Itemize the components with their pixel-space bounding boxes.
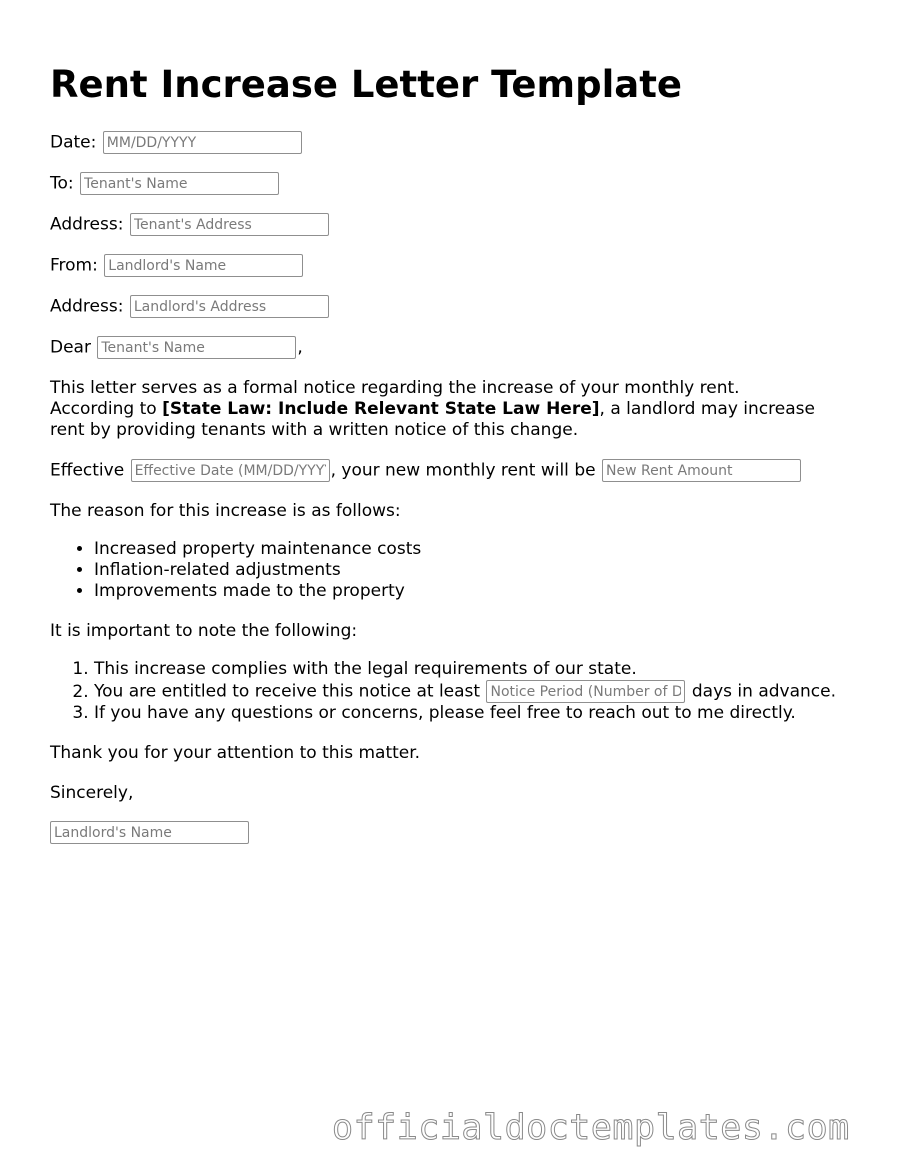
date-label: Date:: [50, 132, 97, 153]
landlord-address-label: Address:: [50, 296, 124, 317]
list-item: 3. If you have any questions or concerns, please feel free to reach out to me directly.: [94, 703, 836, 724]
list-item: • Improvements made to the property: [94, 581, 421, 602]
intro-paragraph: [50, 378, 870, 441]
tenant-address-label: Address:: [50, 214, 124, 235]
list-item: 1. This increase complies with the legal requirements of our state.: [94, 659, 836, 680]
signature-row: [50, 821, 250, 844]
date-row: [50, 131, 303, 154]
intro-line-2-suffix: , a landlord may increase: [599, 399, 815, 419]
landlord-name-input[interactable]: [104, 254, 303, 277]
effective-date-input[interactable]: [131, 459, 330, 482]
intro-line-2-prefix: According to: [50, 399, 163, 419]
notice-period-input[interactable]: [486, 680, 685, 703]
intro-line-3: rent by providing tenants with a written notice of this change.: [50, 420, 579, 440]
thanks-line: Thank you for your attention to this matter.: [50, 743, 421, 763]
landlord-address-input[interactable]: [130, 295, 329, 318]
tenant-address-input[interactable]: [130, 213, 329, 236]
effective-middle-text: , your new monthly rent will be: [330, 460, 596, 481]
salutation-tenant-input[interactable]: [97, 336, 296, 359]
signature-name-input[interactable]: [50, 821, 249, 844]
dear-label: Dear: [50, 337, 91, 358]
tenant-address-row: [50, 213, 330, 236]
tenant-name-input[interactable]: [80, 172, 279, 195]
reasons-list: [50, 539, 421, 602]
list-item: • Increased property maintenance costs: [94, 539, 421, 560]
salutation-row: [50, 336, 303, 359]
salutation-comma: ,: [297, 337, 303, 358]
effective-label: Effective: [50, 460, 125, 481]
notice-suffix: days in advance.: [691, 681, 836, 702]
to-label: To:: [50, 173, 74, 194]
reasons-intro: The reason for this increase is as follows:: [50, 501, 401, 521]
sincerely-line: Sincerely,: [50, 783, 134, 803]
notice-prefix: You are entitled to receive this notice at least: [94, 681, 481, 702]
to-row: [50, 172, 280, 195]
notes-list: [50, 659, 836, 724]
from-label: From:: [50, 255, 98, 276]
list-item: • Inflation-related adjustments: [94, 560, 421, 581]
page-title: Rent Increase Letter Template: [50, 63, 682, 106]
intro-line-1: This letter serves as a formal notice regarding the increase of your monthly rent.: [50, 378, 740, 398]
intro-line-2: [50, 399, 870, 420]
notes-intro: It is important to note the following:: [50, 621, 358, 641]
effective-row: [50, 459, 802, 482]
list-item: [94, 680, 836, 703]
from-row: [50, 254, 304, 277]
landlord-address-row: [50, 295, 330, 318]
date-input[interactable]: [103, 131, 302, 154]
state-law-placeholder: [State Law: Include Relevant State Law Here]: [162, 399, 600, 419]
watermark: officialdoctemplates.com: [332, 1108, 850, 1148]
new-rent-input[interactable]: [602, 459, 801, 482]
